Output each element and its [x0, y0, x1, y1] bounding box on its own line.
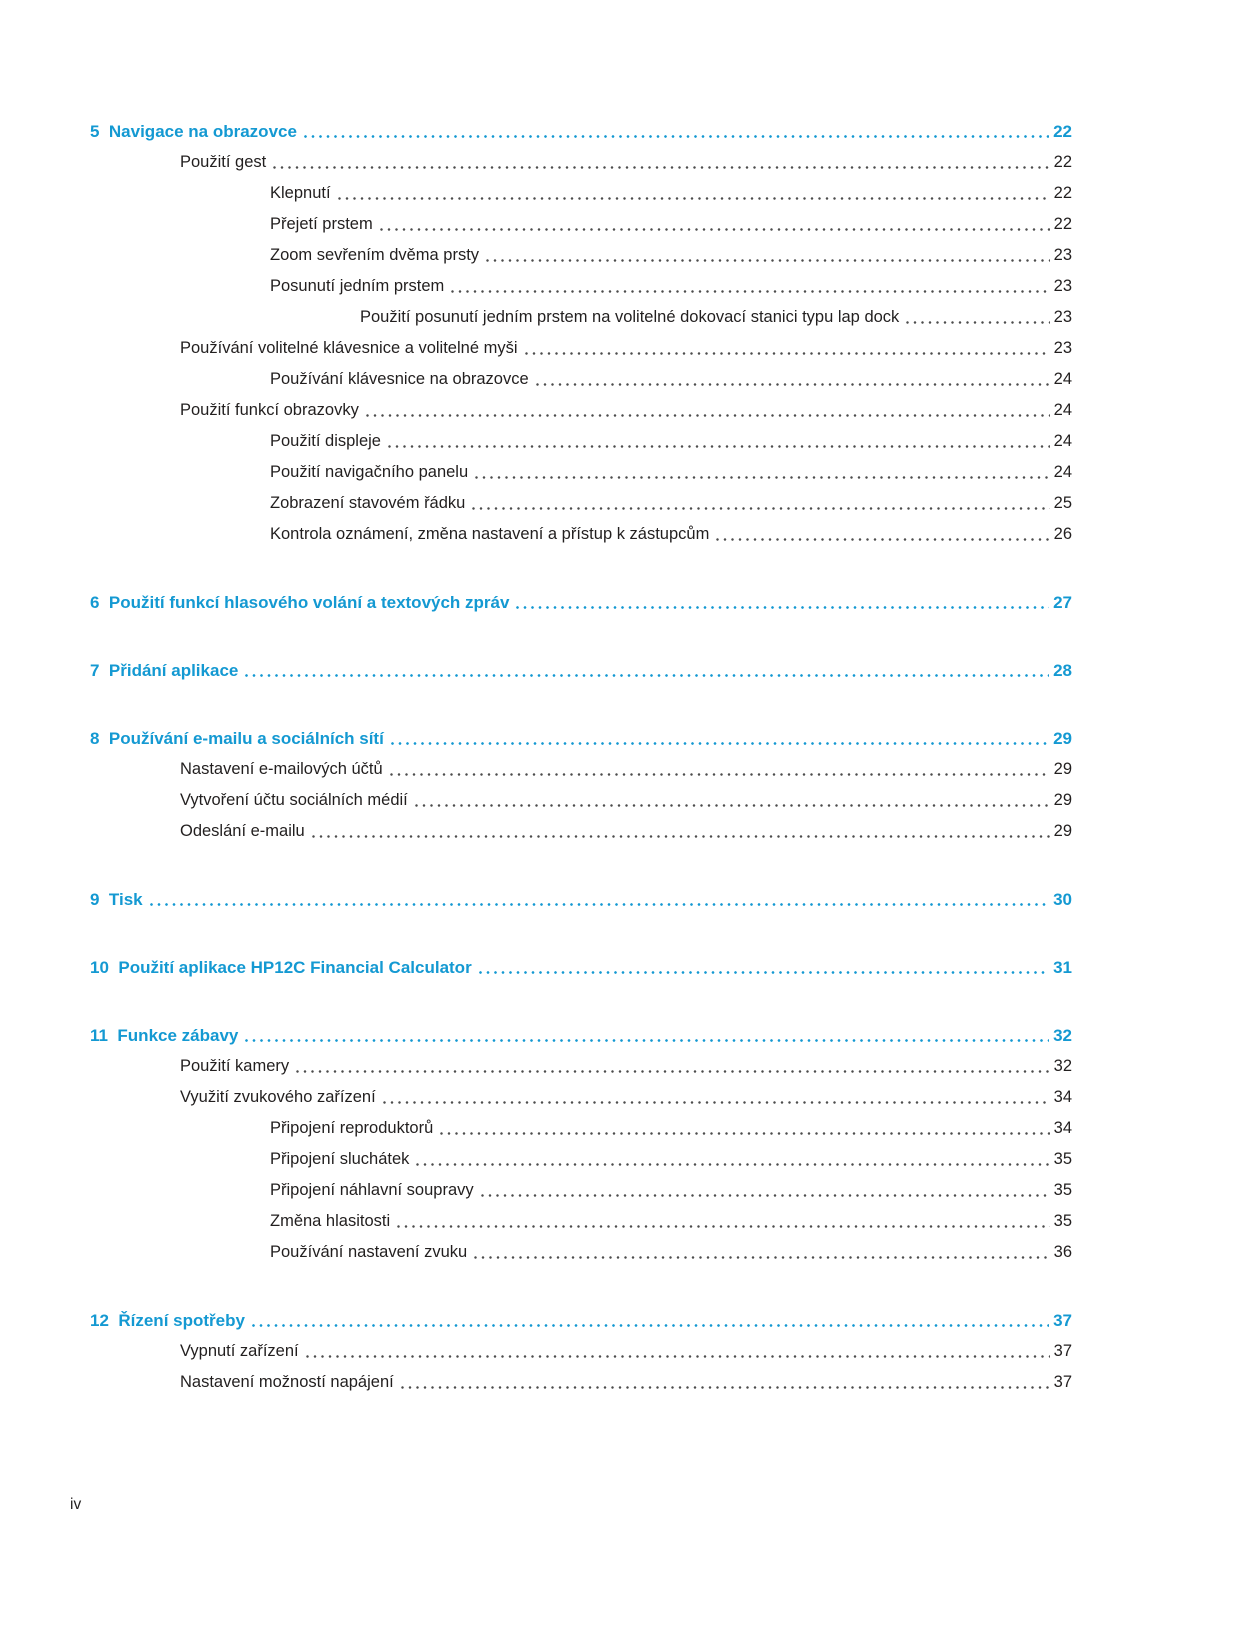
- toc-entry-label: Použití displeje: [270, 432, 381, 450]
- toc-entry[interactable]: [90, 1144, 1072, 1175]
- dot-leader: [906, 321, 1049, 324]
- toc-section: [90, 116, 1072, 550]
- toc-entry-label: 7 Přidání aplikace: [90, 661, 239, 680]
- toc-chapter-entry[interactable]: [90, 952, 1072, 983]
- toc-entry-page: 37: [1053, 1311, 1072, 1330]
- dot-leader: [380, 228, 1050, 231]
- toc-entry-page: 34: [1053, 1088, 1072, 1106]
- toc-entry-page: 24: [1053, 370, 1072, 388]
- toc-entry[interactable]: [90, 209, 1072, 240]
- toc-entry-label: 9 Tisk: [90, 890, 143, 909]
- toc-entry[interactable]: [90, 519, 1072, 550]
- toc-entry-label: Kontrola oznámení, změna nastavení a přístup k zástupcům: [270, 525, 710, 543]
- toc-entry[interactable]: [90, 395, 1072, 426]
- toc-section: [90, 884, 1072, 915]
- dot-leader: [475, 476, 1049, 479]
- toc-entry-page: 34: [1053, 1119, 1072, 1137]
- toc-entry-label: 11 Funkce zábavy: [90, 1026, 239, 1045]
- toc-section: [90, 952, 1072, 983]
- toc-section: [90, 723, 1072, 847]
- toc-entry[interactable]: [90, 457, 1072, 488]
- dot-leader: [245, 1039, 1049, 1042]
- toc-entry-page: 22: [1053, 184, 1072, 202]
- toc-entry-page: 37: [1053, 1373, 1072, 1391]
- dot-leader: [401, 1386, 1050, 1389]
- toc-entry-page: 22: [1053, 215, 1072, 233]
- toc-entry-label: Použití gest: [180, 153, 267, 171]
- toc-entry-label: Použití funkcí obrazovky: [180, 401, 359, 419]
- toc-section: [90, 1305, 1072, 1398]
- toc-entry[interactable]: [90, 302, 1072, 333]
- toc-entry-page: 31: [1053, 958, 1072, 977]
- toc-section: [90, 587, 1072, 618]
- dot-leader: [366, 414, 1050, 417]
- toc-entry-page: 29: [1053, 791, 1072, 809]
- toc-entry-label: Zoom sevřením dvěma prsty: [270, 246, 480, 264]
- toc-entry-label: Používání klávesnice na obrazovce: [270, 370, 529, 388]
- toc-entry-page: 26: [1053, 525, 1072, 543]
- dot-leader: [472, 507, 1049, 510]
- toc-entry-label: Klepnutí: [270, 184, 331, 202]
- toc-entry-page: 24: [1053, 432, 1072, 450]
- toc-entry[interactable]: [90, 364, 1072, 395]
- dot-leader: [486, 259, 1050, 262]
- dot-leader: [390, 773, 1050, 776]
- toc-entry[interactable]: [90, 754, 1072, 785]
- toc-entry-label: 12 Řízení spotřeby: [90, 1311, 245, 1330]
- toc-entry-label: 6 Použití funkcí hlasového volání a textových zpráv: [90, 593, 510, 612]
- dot-leader: [306, 1355, 1050, 1358]
- toc-chapter-entry[interactable]: [90, 1305, 1072, 1336]
- toc-entry[interactable]: [90, 816, 1072, 847]
- toc-entry-label: Odeslání e-mailu: [180, 822, 305, 840]
- toc-entry-label: Použití posunutí jedním prstem na volitelné dokovací stanici typu lap dock: [360, 308, 900, 326]
- toc-entry-label: Připojení reproduktorů: [270, 1119, 434, 1137]
- toc-entry-page: 37: [1053, 1342, 1072, 1360]
- toc-entry-label: Připojení náhlavní soupravy: [270, 1181, 474, 1199]
- dot-leader: [481, 1194, 1050, 1197]
- toc-entry[interactable]: [90, 240, 1072, 271]
- toc-chapter-entry[interactable]: [90, 587, 1072, 618]
- toc-entry[interactable]: [90, 1237, 1072, 1268]
- dot-leader: [474, 1256, 1049, 1259]
- toc-entry[interactable]: [90, 426, 1072, 457]
- footer-page-number: iv: [70, 1496, 82, 1513]
- toc-entry-label: Vytvoření účtu sociálních médií: [180, 791, 408, 809]
- dot-leader: [388, 445, 1050, 448]
- toc-chapter-entry[interactable]: [90, 655, 1072, 686]
- dot-leader: [273, 166, 1049, 169]
- toc-entry-page: 24: [1053, 463, 1072, 481]
- dot-leader: [150, 903, 1049, 906]
- toc-chapter-entry[interactable]: [90, 723, 1072, 754]
- toc-entry-page: 23: [1053, 277, 1072, 295]
- dot-leader: [415, 804, 1050, 807]
- toc-chapter-entry[interactable]: [90, 116, 1072, 147]
- toc-entry[interactable]: [90, 271, 1072, 302]
- dot-leader: [516, 606, 1049, 609]
- toc-entry-page: 36: [1053, 1243, 1072, 1261]
- dot-leader: [536, 383, 1050, 386]
- toc-entry-label: Posunutí jedním prstem: [270, 277, 445, 295]
- toc-entry-label: Nastavení možností napájení: [180, 1373, 394, 1391]
- dot-leader: [416, 1163, 1049, 1166]
- toc-entry[interactable]: [90, 785, 1072, 816]
- toc-entry-page: 23: [1053, 246, 1072, 264]
- dot-leader: [440, 1132, 1049, 1135]
- toc-chapter-entry[interactable]: [90, 884, 1072, 915]
- toc-entry[interactable]: [90, 147, 1072, 178]
- dot-leader: [304, 135, 1049, 138]
- toc-entry[interactable]: [90, 1082, 1072, 1113]
- toc-entry-page: 30: [1053, 890, 1072, 909]
- toc-entry-label: Nastavení e-mailových účtů: [180, 760, 383, 778]
- toc-entry[interactable]: [90, 488, 1072, 519]
- dot-leader: [451, 290, 1049, 293]
- toc-entry-page: 35: [1053, 1212, 1072, 1230]
- toc-entry-label: Použití navigačního panelu: [270, 463, 469, 481]
- toc-entry-label: Používání nastavení zvuku: [270, 1243, 468, 1261]
- toc-entry-label: 10 Použití aplikace HP12C Financial Calculator: [90, 958, 472, 977]
- dot-leader: [383, 1101, 1050, 1104]
- toc-entry-label: Vypnutí zařízení: [180, 1342, 299, 1360]
- toc-entry-page: 22: [1053, 122, 1072, 141]
- toc-entry-page: 35: [1053, 1181, 1072, 1199]
- dot-leader: [391, 742, 1049, 745]
- toc-entry[interactable]: [90, 1206, 1072, 1237]
- dot-leader: [312, 835, 1050, 838]
- dot-leader: [397, 1225, 1050, 1228]
- toc-entry-page: 24: [1053, 401, 1072, 419]
- toc-entry-page: 29: [1053, 760, 1072, 778]
- dot-leader: [296, 1070, 1050, 1073]
- dot-leader: [479, 971, 1049, 974]
- toc-entry-label: Změna hlasitosti: [270, 1212, 391, 1230]
- toc-entry-page: 29: [1053, 729, 1072, 748]
- toc-entry[interactable]: [90, 333, 1072, 364]
- toc-section: [90, 655, 1072, 686]
- toc-entry-page: 27: [1053, 593, 1072, 612]
- dot-leader: [338, 197, 1050, 200]
- toc-entry[interactable]: [90, 1051, 1072, 1082]
- toc-entry-page: 23: [1053, 308, 1072, 326]
- toc-chapter-entry[interactable]: [90, 1020, 1072, 1051]
- toc-entry-label: Využití zvukového zařízení: [180, 1088, 376, 1106]
- toc: [90, 116, 1072, 1435]
- dot-leader: [525, 352, 1050, 355]
- toc-entry-label: 8 Používání e-mailu a sociálních sítí: [90, 729, 384, 748]
- toc-entry-label: Zobrazení stavovém řádku: [270, 494, 466, 512]
- toc-entry-label: Používání volitelné klávesnice a volitelné myši: [180, 339, 518, 357]
- dot-leader: [252, 1324, 1049, 1327]
- toc-entry-label: Přejetí prstem: [270, 215, 373, 233]
- toc-entry-page: 32: [1053, 1057, 1072, 1075]
- toc-entry-page: 22: [1053, 153, 1072, 171]
- toc-entry-page: 29: [1053, 822, 1072, 840]
- toc-section: [90, 1020, 1072, 1268]
- dot-leader: [245, 674, 1049, 677]
- toc-entry[interactable]: [90, 1113, 1072, 1144]
- toc-entry-page: 32: [1053, 1026, 1072, 1045]
- toc-entry[interactable]: [90, 1367, 1072, 1398]
- toc-entry[interactable]: [90, 178, 1072, 209]
- dot-leader: [716, 538, 1049, 541]
- toc-entry-page: 28: [1053, 661, 1072, 680]
- toc-entry-page: 25: [1053, 494, 1072, 512]
- toc-entry-label: 5 Navigace na obrazovce: [90, 122, 297, 141]
- toc-entry-page: 23: [1053, 339, 1072, 357]
- toc-entry-label: Použití kamery: [180, 1057, 290, 1075]
- toc-entry-label: Připojení sluchátek: [270, 1150, 410, 1168]
- toc-entry[interactable]: [90, 1336, 1072, 1367]
- toc-entry[interactable]: [90, 1175, 1072, 1206]
- toc-entry-page: 35: [1053, 1150, 1072, 1168]
